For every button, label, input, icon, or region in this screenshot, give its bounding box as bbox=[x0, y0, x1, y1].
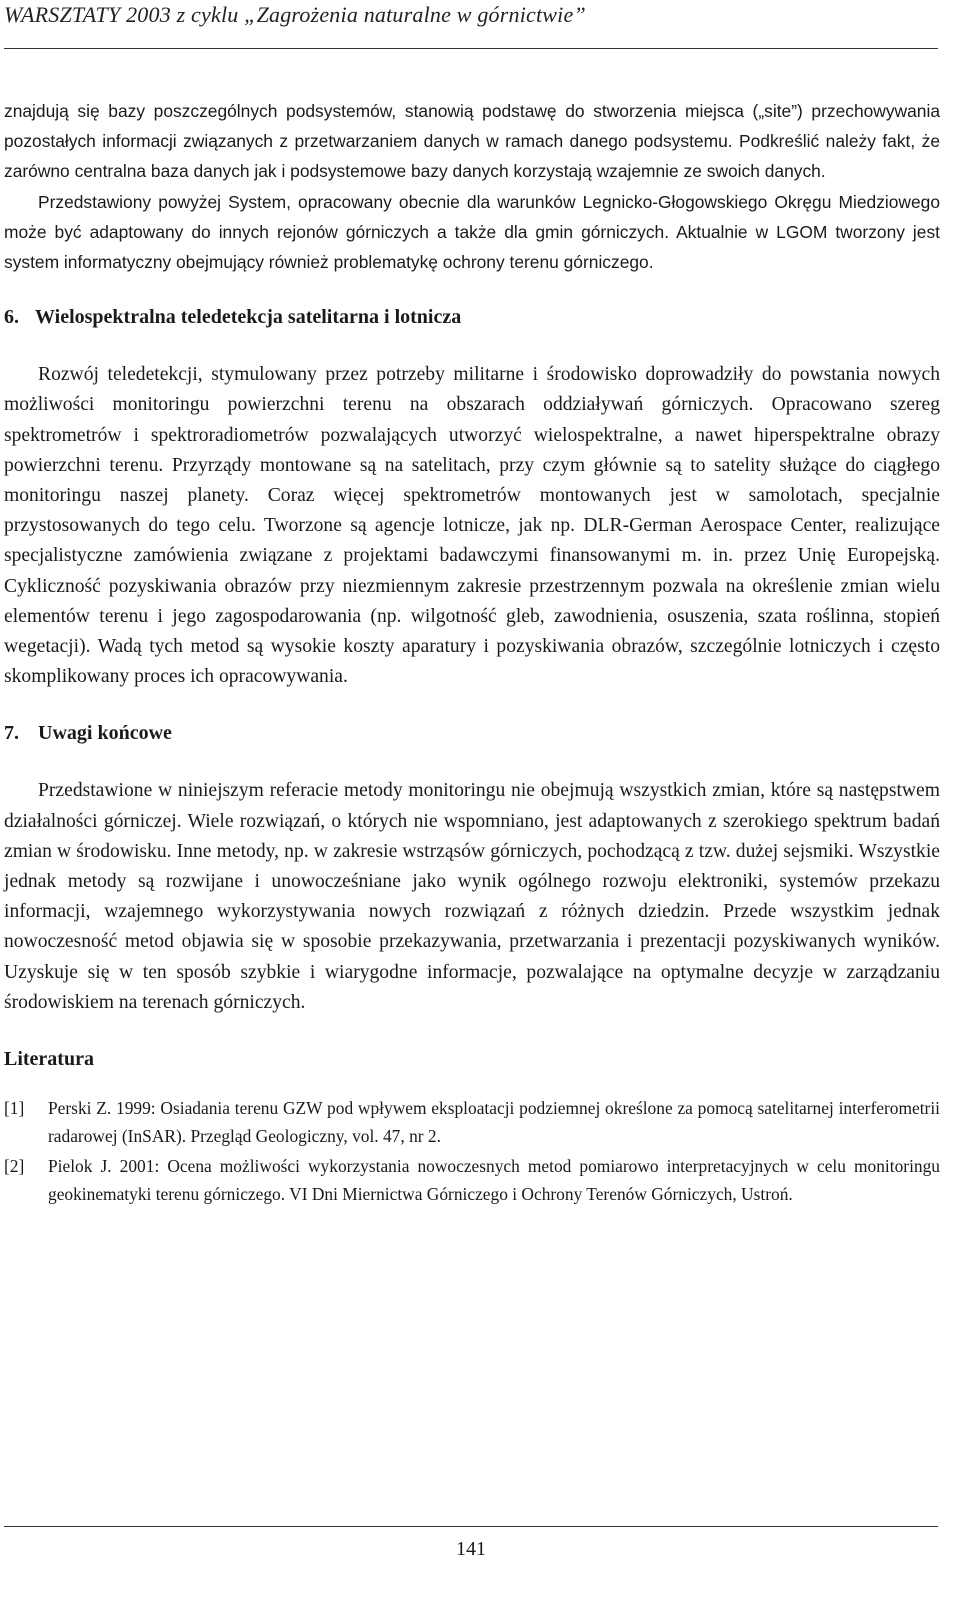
reference-text: Perski Z. 1999: Osiadania terenu GZW pod wpływem eksploatacji podziemnej określone za pomocą satelitarnej interferometrii radarowej (InSAR). Przegląd Geologiczny, vol. 47, nr 2. bbox=[48, 1098, 940, 1147]
section-title: Uwagi końcowe bbox=[38, 722, 172, 745]
footer-rule bbox=[4, 1526, 938, 1527]
section-heading bbox=[4, 718, 940, 748]
section-paragraph: Przedstawione w niniejszym referacie metody monitoringu nie obejmują wszystkich zmian, które są następstwem działalności górniczej. Wiele rozwiązań, o których nie wspomniano, jest adaptowanych z szerokiego spektrum badań zmian w środowisku. Inne metody, np. w zakresie wstrząsów górniczych, pochodzącą z tzw. dużej sejsmiki. Wszystkie jednak metody są rozwijane i unowocześniane jako wynik ogólnego rozwoju elektroniki, systemów przekazu informacji, wzajemnego wykorzystywania nowych rozwiązań z różnych dziedzin. Przede wszystkim jednak nowoczesność metod objawia się w sposobie przekazywania, przetwarzania i prezentacji pozyskiwanych wyników. Uzyskuje się w ten sposób szybkie i wiarygodne informacje, pozwalające na optymalne decyzje w zarządzaniu środowiskiem na terenach górniczych. bbox=[4, 780, 940, 1013]
intro-paragraph: Przedstawiony powyżej System, opracowany obecnie dla warunków Legnicko-Głogowskiego Okręgu Miedziowego może być adaptowany do innych rejonów górniczych a także dla gmin górniczych. Aktualnie w LGOM tworzony jest system informatyczny obejmujący również problematykę ochrony terenu górniczego. bbox=[4, 191, 940, 273]
section-heading bbox=[4, 302, 940, 332]
page-number: 141 bbox=[456, 1538, 486, 1560]
reference-item bbox=[4, 1094, 940, 1151]
intro-block bbox=[4, 96, 940, 277]
running-header: WARSZTATY 2003 z cyklu „Zagrożenia naturalne w górnictwie” bbox=[4, 2, 586, 27]
section-title: Wielospektralna teledetekcja satelitarna i lotnicza bbox=[35, 306, 462, 329]
reference-list bbox=[4, 1094, 940, 1209]
reference-item bbox=[4, 1152, 940, 1209]
reference-text: Pielok J. 2001: Ocena możliwości wykorzystania nowoczesnych metod pomiarowo interpretacyjnych w celu monitoringu geokinematyki terenu górniczego. VI Dni Miernictwa Górniczego i Ochrony Terenów Górniczych, Ustroń. bbox=[48, 1155, 940, 1205]
header-rule bbox=[4, 48, 938, 49]
page-body bbox=[4, 96, 940, 1210]
section-number: 6. bbox=[4, 306, 19, 329]
literature-heading: Literatura bbox=[4, 1048, 94, 1071]
reference-number: [2] bbox=[4, 1155, 25, 1176]
intro-paragraph: znajdują się bazy poszczególnych podsystemów, stanowią podstawę do stworzenia miejsca („site”) przechowywania pozostałych informacji związanych z przetwarzaniem danych w ramach danego podsystemu. Podkreślić należy fakt, że zarówno centralna baza danych jak i podsystemowe bazy danych korzystają wzajemnie ze swoich danych. bbox=[4, 101, 940, 182]
section-number: 7. bbox=[4, 722, 19, 745]
section-paragraph: Rozwój teledetekcji, stymulowany przez potrzeby militarne i środowisko doprowadziły do powstania nowych możliwości monitoringu powierzchni terenu na obszarach oddziaływań górniczych. Opracowano szereg spektrometrów i spektroradiometrów pozwalających utworzyć wielospektralne, a nawet hiperspektralne obrazy powierzchni terenu. Przyrządy montowane są na satelitach, przy czym głównie są to satelity służące do ciągłego monitoringu naszej planety. Coraz więcej spektrometrów montowanych jest w samolotach, specjalnie przystosowanych do tego celu. Tworzone są agencje lotnicze, jak np. DLR-German Aerospace Center, realizujące specjalistyczne zamówienia związane z projektami badawczymi finansowanymi m. in. przez Unię Europejską. Cykliczność pozyskiwania obrazów przy niezmiennym zakresie przestrzennym pozwala na określenie zmian wielu elementów terenu i jego zagospodarowania (np. wilgotność gleb, zawodnienia, osuszenia, szata roślinna, stopień wegetacji). Wadą tych metod są wysokie koszty aparatury i pozyskiwania obrazów, szczególnie lotniczych i często skomplikowany proces ich opracowywania. bbox=[4, 364, 940, 688]
reference-number: [1] bbox=[4, 1098, 25, 1119]
